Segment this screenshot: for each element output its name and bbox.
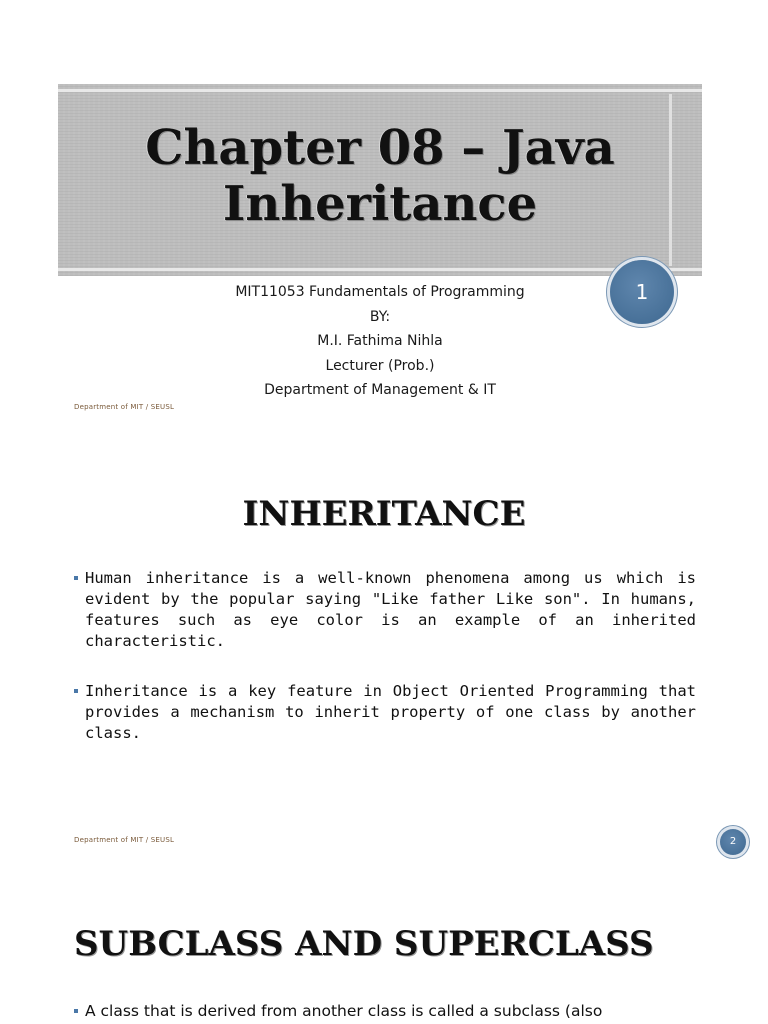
bullet-text: Inheritance is a key feature in Object Oriented Programming that provides a mechanism to inherit property of one class by another class.	[85, 682, 696, 742]
bullet-text: A class that is derived from another class is called a subclass (also	[85, 1002, 603, 1020]
slide-footer: Department of MIT / SEUSL	[74, 836, 175, 844]
title-line-1: Chapter 08 – Java	[145, 120, 615, 176]
list-item	[74, 681, 696, 744]
bullet-text: Human inheritance is a well-known phenomena among us which is evident by the popular saying "Like father Like son". In humans, features such as eye color is an example of an inherited characteristic.	[85, 569, 696, 650]
banner-divider	[58, 268, 702, 271]
department-line: Department of Management & IT	[264, 382, 496, 398]
slide-title-heading	[58, 120, 702, 232]
slide-number-badge: 1	[610, 260, 674, 324]
slide-number-badge: 2	[720, 829, 746, 855]
list-item	[74, 1001, 696, 1022]
by-line: BY:	[369, 308, 391, 325]
course-line: MIT11053 Fundamentals of Programming	[235, 284, 525, 300]
section-heading: INHERITANCE	[242, 494, 526, 534]
banner-divider	[58, 89, 702, 92]
slide-footer: Department of MIT / SEUSL	[74, 403, 175, 411]
author-title: Lecturer (Prob.)	[325, 357, 435, 374]
title-line-2: Inheritance	[222, 176, 538, 232]
list-item	[74, 568, 696, 652]
bullet-icon	[74, 689, 78, 693]
subtitle-block	[180, 280, 580, 403]
title-banner	[58, 84, 702, 276]
author-name: M.I. Fathima Nihla	[317, 333, 443, 349]
bullet-icon	[74, 1009, 78, 1013]
slide-title	[0, 0, 768, 432]
slide-subclass-superclass	[0, 864, 768, 1024]
slide-inheritance	[0, 432, 768, 864]
bullet-icon	[74, 576, 78, 580]
section-heading: SUBCLASS AND SUPERCLASS	[74, 924, 654, 964]
bullet-list	[74, 568, 696, 744]
bullet-list	[74, 1001, 696, 1022]
